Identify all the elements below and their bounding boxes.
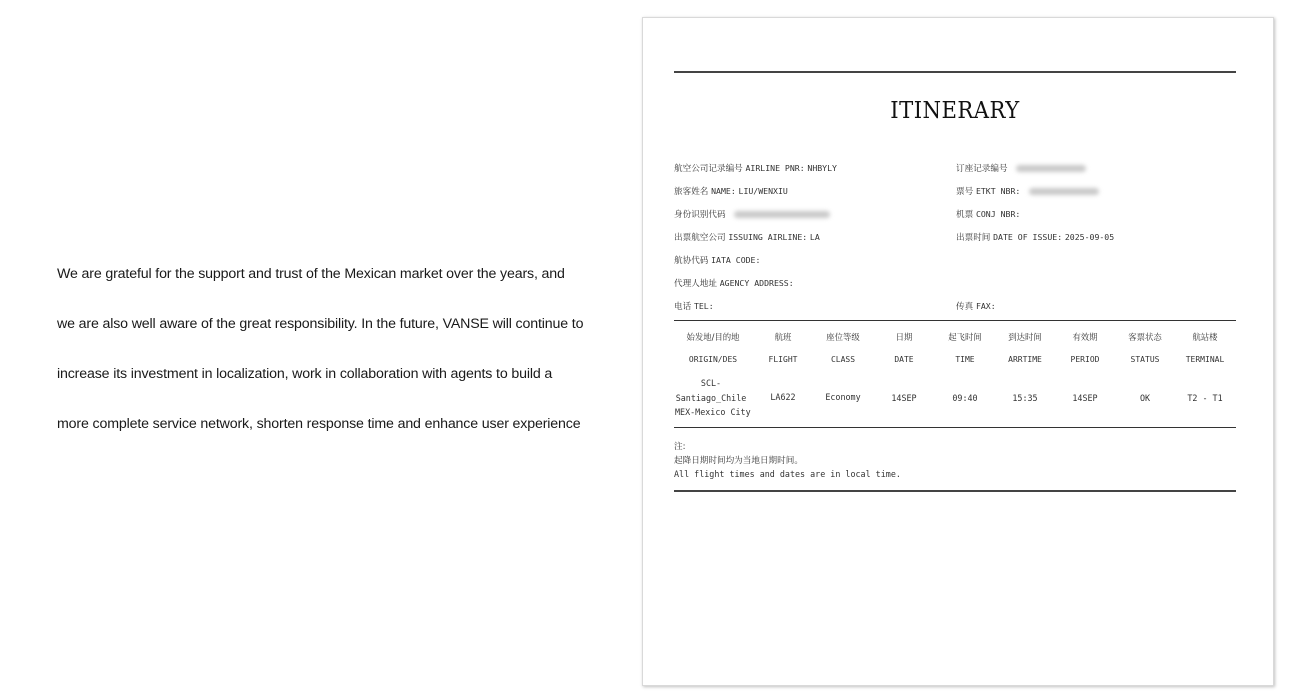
header-class-en: CLASS	[830, 355, 856, 364]
intro-line-3: increase its investment in localization, work in collaboration with agents to build a	[57, 366, 553, 382]
header-period-en: PERIOD	[1070, 355, 1100, 364]
iata-label: IATA CODE:	[711, 255, 761, 265]
notes-en: All flight times and dates are in local time.	[674, 469, 901, 479]
name-zh: 旅客姓名	[674, 187, 709, 197]
cell-origin-destination	[675, 376, 751, 420]
issue-date-field	[956, 231, 1114, 243]
issue-date-label: DATE OF ISSUE:	[993, 232, 1063, 242]
cell-time: 09:40	[952, 393, 978, 403]
intro-line-2: we are also well aware of the great responsibility. In the future, VANSE will continue to	[57, 316, 584, 332]
table-top-rule	[674, 320, 1236, 321]
cell-terminal: T2 - T1	[1187, 393, 1223, 403]
id-code-field	[674, 208, 830, 220]
issuing-label: ISSUING AIRLINE:	[728, 232, 808, 242]
redacted-booking-ref	[1016, 165, 1086, 172]
header-arrtime-en: ARRTIME	[1008, 355, 1042, 364]
fax-label: FAX:	[975, 301, 996, 311]
header-origin-zh: 始发地/目的地	[686, 332, 740, 342]
cell-date: 14SEP	[891, 393, 917, 403]
cell-status: OK	[1139, 393, 1151, 403]
tel-zh: 电话	[674, 302, 692, 312]
header-flight-zh: 航班	[774, 332, 792, 342]
notes-heading: 注:	[674, 442, 686, 452]
header-flight-en: FLIGHT	[768, 355, 798, 364]
header-date-zh: 日期	[895, 332, 913, 342]
header-time-en: TIME	[955, 355, 975, 364]
issue-date-zh: 出票时间	[956, 233, 991, 243]
cell-arrtime: 15:35	[1012, 393, 1038, 403]
fax-field	[956, 300, 996, 312]
header-status-zh: 客票状态	[1128, 332, 1162, 342]
header-period-zh: 有效期	[1072, 332, 1098, 342]
intro-text	[57, 261, 617, 461]
header-time-zh: 起飞时间	[948, 332, 982, 342]
intro-line-4: more complete service network, shorten response time and enhance user experience	[57, 416, 581, 432]
booking-ref-field	[956, 162, 1086, 174]
redacted-id	[734, 211, 830, 218]
name-value: LIU/WENXIU	[738, 186, 788, 196]
tel-label: TEL:	[693, 301, 714, 311]
cell-flight: LA622	[770, 392, 796, 402]
notes-zh: 起降日期时间均为当地日期时间。	[674, 456, 803, 466]
origin-line-1: SCL-	[700, 378, 722, 388]
agency-zh: 代理人地址	[674, 279, 717, 289]
issue-date-value: 2025-09-05	[1064, 232, 1115, 242]
passenger-name-field	[674, 185, 788, 197]
header-date-en: DATE	[894, 355, 914, 364]
airline-pnr-value: NHBYLY	[807, 163, 837, 173]
iata-zh: 航协代码	[674, 256, 709, 266]
airline-pnr-label: AIRLINE PNR:	[745, 163, 805, 173]
table-bottom-rule	[674, 427, 1236, 428]
header-status-en: STATUS	[1130, 355, 1160, 364]
etkt-field	[956, 185, 1099, 197]
cell-period: 14SEP	[1072, 393, 1098, 403]
conj-label: CONJ NBR:	[975, 209, 1021, 219]
fax-zh: 传真	[956, 302, 974, 312]
itinerary-title: ITINERARY	[890, 98, 1020, 124]
cell-class: Economy	[825, 392, 861, 402]
iata-code-field	[674, 254, 760, 266]
agency-label: AGENCY ADDRESS:	[719, 278, 794, 288]
header-origin-en: ORIGIN/DES	[688, 355, 738, 364]
origin-line-3: MEX-Mexico City	[675, 407, 751, 417]
header-class-zh: 座位等级	[826, 332, 860, 342]
itinerary-document	[642, 17, 1274, 686]
top-rule	[674, 71, 1236, 73]
redacted-etkt	[1029, 188, 1099, 195]
tel-field	[674, 300, 714, 312]
issuing-airline-field	[674, 231, 820, 243]
issuing-value: LA	[809, 232, 820, 242]
header-terminal-zh: 航站楼	[1192, 332, 1218, 342]
airline-pnr-field	[674, 162, 837, 174]
agency-address-field	[674, 277, 794, 289]
conj-zh: 机票	[956, 210, 974, 220]
airline-pnr-zh: 航空公司记录编号	[674, 164, 743, 174]
booking-ref-zh: 订座记录编号	[956, 164, 1008, 174]
etkt-zh: 票号	[956, 187, 974, 197]
id-zh: 身份识别代码	[674, 210, 726, 220]
etkt-label: ETKT NBR:	[975, 186, 1021, 196]
header-terminal-en: TERMINAL	[1185, 355, 1225, 364]
name-label: NAME:	[711, 186, 736, 196]
intro-line-1: We are grateful for the support and trust of the Mexican market over the years, and	[57, 266, 565, 282]
origin-line-2: Santiago_Chile	[675, 392, 747, 403]
conj-field	[956, 208, 1020, 220]
header-arrtime-zh: 到达时间	[1008, 332, 1042, 342]
bottom-rule	[674, 490, 1236, 492]
issuing-zh: 出票航空公司	[674, 233, 726, 243]
